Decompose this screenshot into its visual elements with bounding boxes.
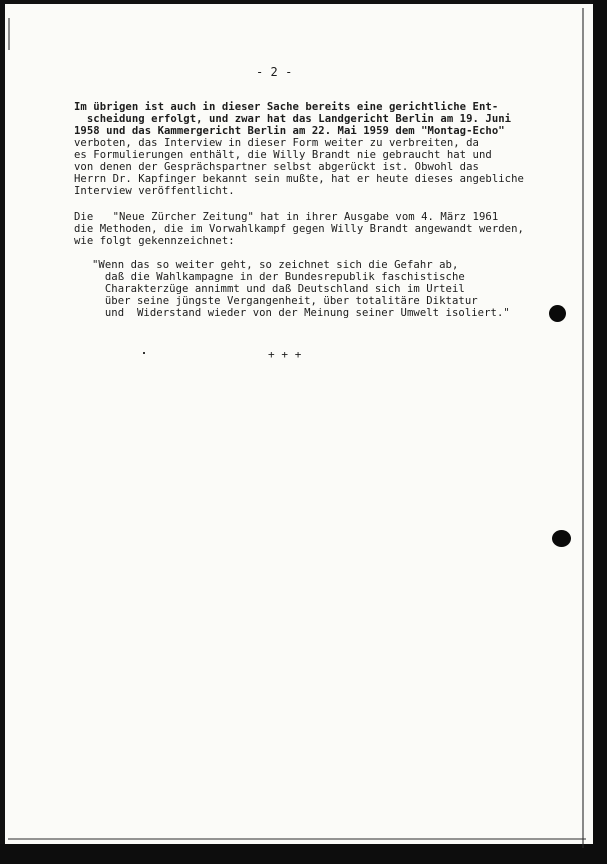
scan-border-right <box>593 0 607 864</box>
scan-border-left <box>0 0 5 864</box>
page-edge-shadow-bottom <box>8 838 586 840</box>
paragraph-line: Herrn Dr. Kapfinger bekannt sein mußte, hat er heute dieses angebliche <box>74 173 524 185</box>
quote-line: daß die Wahlkampagne in der Bundesrepublik faschistische <box>92 271 465 283</box>
scan-mark <box>8 18 10 50</box>
paragraph-line: scheidung erfolgt, und zwar hat das Landgericht Berlin am 19. Juni <box>74 113 512 125</box>
paragraph-line: die Methoden, die im Vorwahlkampf gegen Willy Brandt angewandt werden, <box>74 223 524 235</box>
section-separator: + + + <box>268 348 302 361</box>
paragraph-line: von denen der Gesprächspartner selbst abgerückt ist. Obwohl das <box>74 161 479 173</box>
quote-line: über seine jüngste Vergangenheit, über totalitäre Diktatur <box>92 295 478 307</box>
paragraph-line: Die "Neue Zürcher Zeitung" hat in ihrer Ausgabe vom 4. März 1961 <box>74 211 499 223</box>
quote-line: und Widerstand wieder von der Meinung seiner Umwelt isoliert." <box>92 307 510 319</box>
paragraph-line: wie folgt gekennzeichnet: <box>74 235 235 247</box>
scan-speck <box>143 352 145 354</box>
paragraph-line: Im übrigen ist auch in dieser Sache bereits eine gerichtliche Ent- <box>74 101 499 113</box>
paragraph-line: 1958 und das Kammergericht Berlin am 22. Mai 1959 dem "Montag-Echo" <box>74 125 505 137</box>
page-edge-shadow-right <box>582 8 584 848</box>
paragraph-line: es Formulierungen enthält, die Willy Brandt nie gebraucht hat und <box>74 149 492 161</box>
page-number: - 2 - <box>256 65 293 79</box>
scan-border-top <box>0 0 607 4</box>
quote-line: "Wenn das so weiter geht, so zeichnet sich die Gefahr ab, <box>92 259 459 271</box>
punch-hole-upper <box>549 305 566 322</box>
punch-hole-lower <box>552 530 571 547</box>
quote-line: Charakterzüge annimmt und daß Deutschland sich im Urteil <box>92 283 465 295</box>
paragraph-line: verboten, das Interview in dieser Form weiter zu verbreiten, da <box>74 137 479 149</box>
paragraph-line: Interview veröffentlicht. <box>74 185 235 197</box>
scan-border-bottom <box>0 844 607 864</box>
